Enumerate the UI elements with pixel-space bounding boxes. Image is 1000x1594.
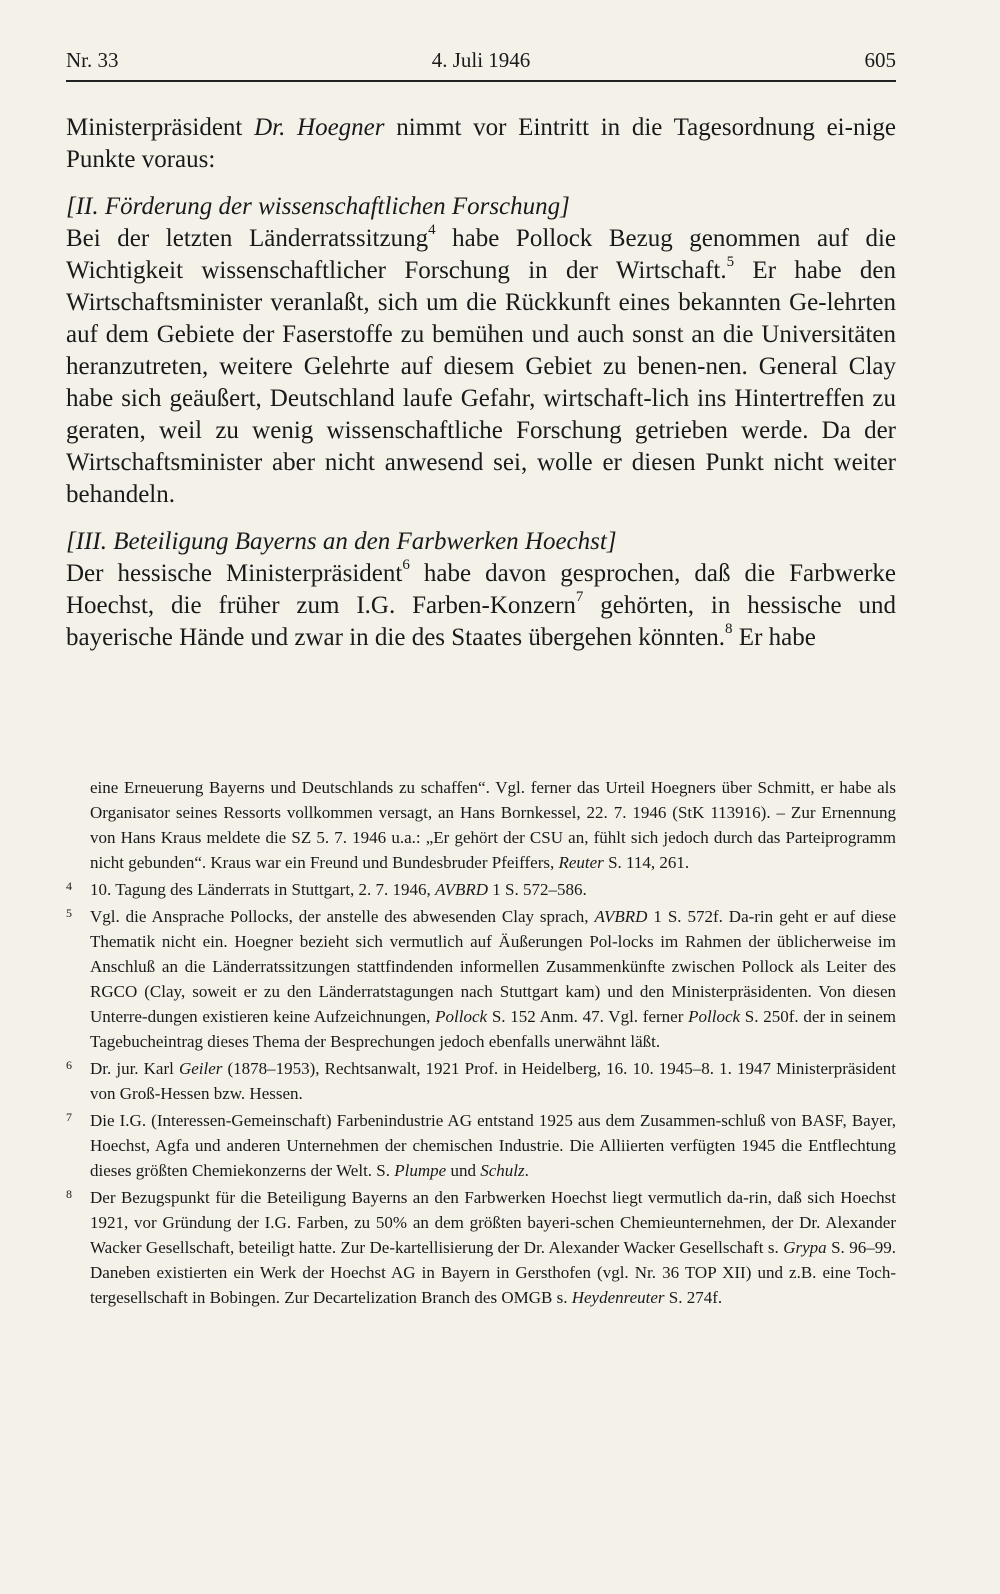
header-rule xyxy=(66,80,896,82)
footnote-text: und xyxy=(446,1161,481,1180)
footnote-number: 6 xyxy=(66,1058,72,1072)
running-header xyxy=(66,48,896,80)
footnote-text: Dr. jur. Karl xyxy=(90,1059,179,1078)
intro-paragraph xyxy=(66,112,896,176)
footnote-text: S. 114, 261. xyxy=(603,853,690,872)
footnote-text: (1878–1953), Rechtsanwalt, 1921 Prof. in Heidelberg, 16. 10. 1945–8. 1. 1947 Ministerpräsident von Groß-Hessen bzw. Hessen. xyxy=(90,1059,897,1103)
citation: Plumpe xyxy=(394,1161,447,1180)
section-heading-2: [II. Förderung der wissenschaftlichen Forschung] xyxy=(66,193,570,220)
footnote-text: Die I.G. (Interessen-Gemeinschaft) Farbenindustrie AG entstand 1925 aus dem Zusammen-schluß von BASF, Bayer, Hoechst, Agfa und anderen Unternehmen der chemischen Industrie. Die Alliierten verfügten 1945 die Entflechtung dieses größten Chemiekonzerns der Welt. S. xyxy=(90,1111,896,1180)
paragraph-text: Der hessische Ministerpräsident xyxy=(66,560,403,587)
footnote-4 xyxy=(66,877,896,902)
paragraph-text: habe davon gesprochen, daß die Farbwerke Hoechst, die früher zum I.G. Farben-Konzern xyxy=(66,560,896,619)
footnote-number: 4 xyxy=(66,879,72,893)
citation: Grypa xyxy=(783,1238,827,1257)
footnote-6 xyxy=(66,1056,896,1106)
paragraph-text: gehörten, in hessische und bayerische Hände und zwar in die des Staates übergehen könnten. xyxy=(66,592,896,651)
citation: Reuter xyxy=(558,853,604,872)
paragraph-text: Er habe xyxy=(732,624,816,651)
footnote-5 xyxy=(66,904,896,1054)
main-text xyxy=(66,112,896,654)
header-date: 4. Juli 1946 xyxy=(431,48,531,72)
footnote-text: S. 274f. xyxy=(664,1288,723,1307)
page-number: 605 xyxy=(864,48,896,72)
footnote-ref[interactable]: 5 xyxy=(726,253,735,270)
footnote-text: S. 152 Anm. 47. Vgl. ferner xyxy=(487,1007,689,1026)
person-name: Dr. Hoegner xyxy=(254,114,385,141)
footnote-text: Der Bezugspunkt für die Beteiligung Bayerns an den Farbwerken Hoechst liegt vermutlich da-rin, daß sich Hoechst 1921, vor Gründung der I.G. Farben, zu 50% an dem größten bayeri-schen Chemieunternehmen, der Dr. Alexander Wacker Gesellschaft, beteiligt hatte. Zur De-kartellisierung der Dr. Alexander Wacker Gesellschaft s. xyxy=(90,1188,896,1257)
section-paragraph-2 xyxy=(66,223,896,511)
footnotes xyxy=(66,775,896,1310)
footnote-continuation xyxy=(66,775,896,875)
intro-text-end: nimmt vor Eintritt in die Tagesordnung ei-nige Punkte voraus: xyxy=(66,114,896,173)
footnote-8 xyxy=(66,1185,896,1310)
footnote-ref[interactable]: 8 xyxy=(725,620,733,637)
citation: Schulz xyxy=(480,1161,525,1180)
footnote-text: 1 S. 572f. Da-rin geht er auf diese Thematik nicht ein. Hoegner bezieht sich vermutlich auf Äußerungen Pol-locks im Rahmen der üblicherweise im Anschluß an die Länderratssitzungen stattfindenden informellen Zusammenkünfte zwischen Pollock als Leiter des RGCO (Clay, soweit er zu den Länderratstagungen nach Stuttgart kam) und den Ministerpräsidenten. Von diesen Unterre-dungen existieren keine Aufzeichnungen, xyxy=(90,907,896,1026)
paragraph-text: habe Pollock Bezug genommen auf die Wichtigkeit wissenschaftlicher Forschung in der Wirtschaft. xyxy=(66,225,896,284)
footnote-number: 5 xyxy=(66,906,72,920)
footnote-text: 10. Tagung des Länderrats in Stuttgart, 2. 7. 1946, xyxy=(90,880,436,899)
citation: Heydenreuter xyxy=(571,1288,665,1307)
section-heading-3: [III. Beteiligung Bayerns an den Farbwerken Hoechst] xyxy=(66,528,617,555)
document-page xyxy=(66,0,896,1594)
footnote-ref[interactable]: 7 xyxy=(575,588,584,605)
footnote-text: S. 96–99. Daneben existierten ein Werk der Hoechst AG in Bayern in Gersthofen (vgl. Nr. 36 TOP XII) und z.B. eine Toch-tergesellschaft in Bobingen. Zur Decartelization Branch des OMGB s. xyxy=(90,1238,896,1307)
footnote-ref[interactable]: 6 xyxy=(402,556,410,573)
footnote-ref[interactable]: 4 xyxy=(428,221,436,238)
footnote-number: 8 xyxy=(66,1187,72,1201)
issue-number: Nr. 33 xyxy=(66,48,119,72)
citation: Pollock xyxy=(688,1007,741,1026)
footnote-number: 7 xyxy=(66,1110,72,1124)
footnote-text: Vgl. die Ansprache Pollocks, der anstelle des abwesenden Clay sprach, xyxy=(90,907,595,926)
section-paragraph-3 xyxy=(66,558,896,654)
footnote-text: S. 250f. der in seinem Tagebucheintrag dieses Thema der Besprechungen jedoch ebenfalls unerwähnt läßt. xyxy=(90,1007,896,1051)
footnote-text: eine Erneuerung Bayerns und Deutschlands zu schaffen“. Vgl. ferner das Urteil Hoegners über Schmitt, er habe als Organisator seines Ressorts vollkommen versagt, an Hans Bornkessel, 22. 7. 1946 (StK 113916). – Zur Ernennung von Hans Kraus meldete die SZ 5. 7. 1946 u.a.: „Er gehört der CSU an, fühlt sich jedoch durch das Parteiprogramm nicht gebunden“. Kraus war ein Freund und Bundesbruder Pfeiffers, xyxy=(90,778,896,872)
citation: AVBRD xyxy=(435,880,489,899)
person-name: Geiler xyxy=(178,1059,223,1078)
footnote-text: 1 S. 572–586. xyxy=(488,880,587,899)
intro-text: Ministerpräsident xyxy=(66,114,255,141)
paragraph-text: Bei der letzten Länderratssitzung xyxy=(66,225,429,252)
citation: Pollock xyxy=(435,1007,488,1026)
citation: AVBRD xyxy=(594,907,648,926)
paragraph-text: Er habe den Wirtschaftsminister veranlaßt, sich um die Rückkunft eines bekannten Ge-lehrten auf dem Gebiete der Faserstoffe zu bemühen und auch sonst an die Universitäten heranzutreten, weitere Gelehrte auf diesem Gebiet zu benen-nen. General Clay habe sich geäußert, Deutschland laufe Gefahr, wirtschaft-lich ins Hintertreffen zu geraten, weil zu wenig wissenschaftliche Forschung getrieben werde. Da der Wirtschaftsminister aber nicht anwesend sei, wolle er diesen Punkt nicht weiter behandeln. xyxy=(66,257,896,508)
footnote-7 xyxy=(66,1108,896,1183)
footnote-text: . xyxy=(524,1161,529,1180)
